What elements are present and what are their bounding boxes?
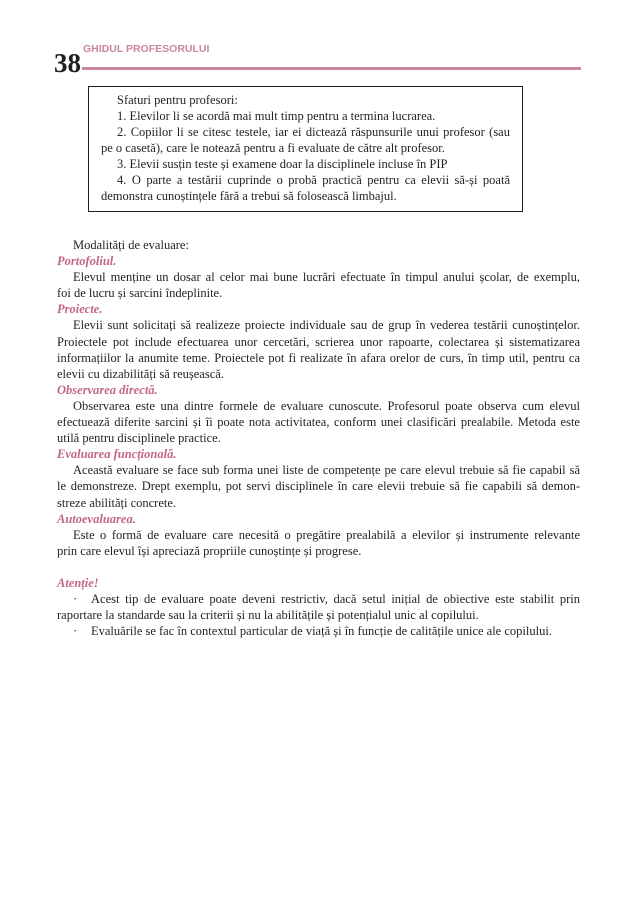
blank-line [57,559,580,575]
tip-item-line: demonstra cunoștințele fără a trebui să folosească limbajul. [101,189,397,203]
attention-item-line [57,623,580,639]
bullet-icon: · [73,592,78,607]
body-text [57,237,580,639]
tips-box-title: Sfaturi pentru profesori: [117,93,238,107]
running-title: GHIDUL PROFESORULUI [83,43,210,55]
tip-item-line: 3. Elevii susțin teste și examene doar la disciplinele incluse în PIP [117,157,448,171]
tips-box [88,86,523,212]
method-text-line: le demonstreze. Drept exemplu, pot servi disciplinele în care elevii trebuie să fie capabili să demon- [57,479,580,494]
page-number: 38 [54,48,81,78]
attention-item-line: raportare la standarde sau la criterii și nu la abilitățile și potențialul unic al copilului. [57,608,479,623]
tip-item-line: 2. Copiilor li se citesc testele, iar ei dictează răspunsurile unui profesor (sau [117,125,510,139]
method-text-line: elevii cu dizabilități să reușească. [57,366,224,381]
method-text-line: utilă pentru disciplinele practice. [57,431,221,446]
method-text-line: Observarea este una dintre formele de evaluare cunoscute. Profesorul poate observa cum elevul [73,398,580,413]
method-text-line: Este o formă de evaluare care necesită o pregătire prealabilă a elevilor și instrumente relevante [73,527,580,542]
method-text-line: Elevii sunt solicitați să realizeze proiecte individuale sau de grup în vederea testării cunoștințelor. [73,318,580,333]
tip-item-line: 1. Elevilor li se acordă mai mult timp pentru a termina lucrarea. [117,109,436,123]
header-rule [82,67,581,70]
attention-item-line [57,591,580,607]
method-text-line: Proiectele pot include efectuarea unor cercetări, scrierea unor rapoarte, colectarea și sistematizarea [57,334,580,349]
method-text-line: prin care elevul își apreciază propriile cunoștințe și progrese. [57,543,362,558]
method-text-line: Elevul menține un dosar al celor mai bune lucrări efectuate în timpul anului școlar, de exemplu, [73,270,580,285]
method-text-line: efectuează diferite sarcini și îi poate nota activitatea, conform unei clasificări prealabile. Metoda este [57,415,580,430]
method-title-self-evaluation: Autoevaluarea. [57,511,136,526]
method-title-functional-evaluation: Evaluarea funcțională. [57,447,177,462]
method-title-direct-observation: Observarea directă. [57,382,158,397]
attention-item-text: Acest tip de evaluare poate deveni restrictiv, dacă setul inițial de obiective este stabilit prin [91,592,580,607]
evaluation-intro: Modalități de evaluare: [73,238,189,252]
method-title-portfolio: Portofoliul. [57,254,117,269]
method-title-projects: Proiecte. [57,302,103,317]
bullet-icon: · [73,624,78,639]
method-text-line: informațiilor la anumite teme. Proiectele pot fi realizate în afara orelor de curs, în timp util, pentru ca [57,350,580,365]
attention-title: Atenție! [57,575,99,590]
tip-item-line: 4. O parte a testării cuprinde o probă practică pentru ca elevii să-și poată [117,173,510,187]
method-text-line: Această evaluare se face sub forma unei liste de competențe pe care elevul trebuie să fie capabil să [73,463,580,478]
tip-item-line: pe o casetă), care le notează pentru a fi evaluate de către alt profesor. [101,141,445,155]
method-text-line: streze abilități concrete. [57,495,177,510]
attention-item-text: Evaluările se fac în contextul particular de viață și în funcție de calitățile unice ale copilului. [91,624,552,639]
method-text-line: foi de lucru și sarcini îndeplinite. [57,286,223,301]
